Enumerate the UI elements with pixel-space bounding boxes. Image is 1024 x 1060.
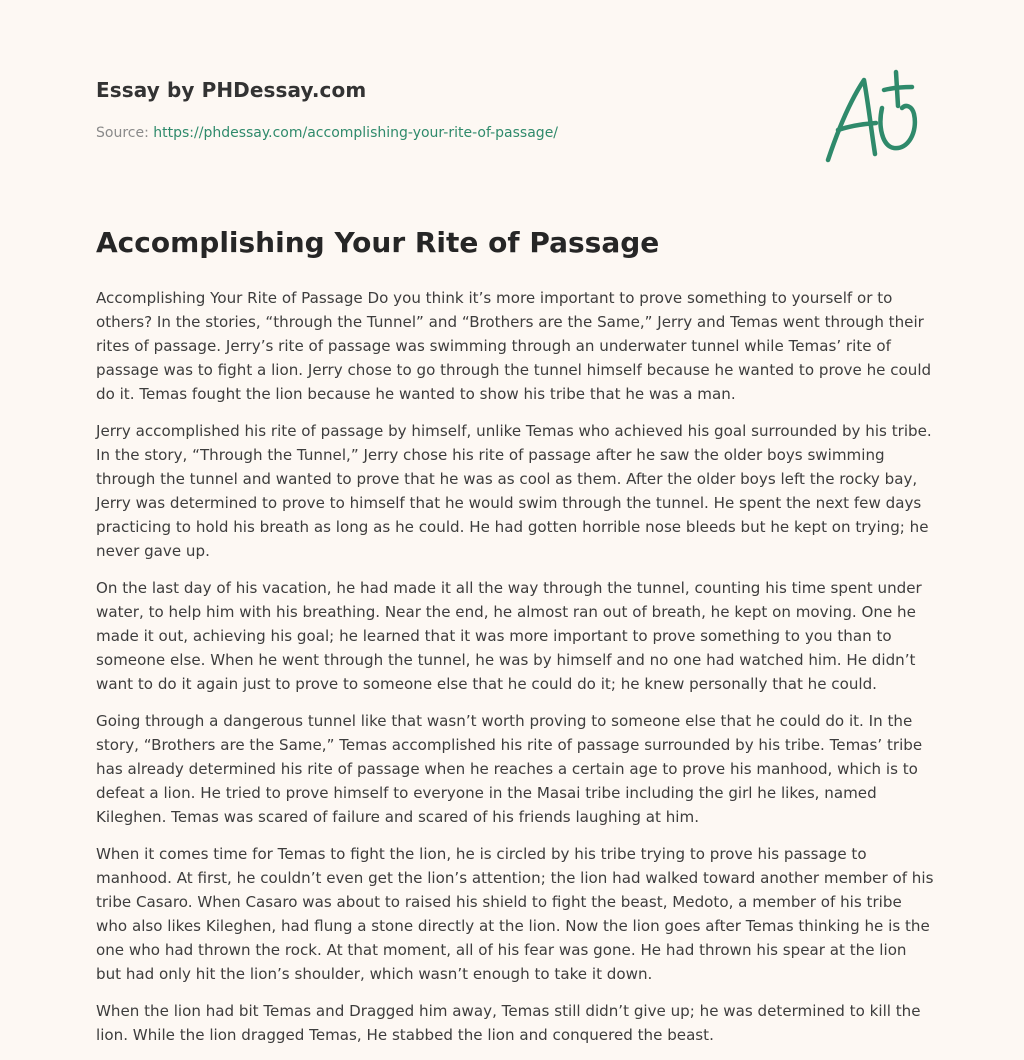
- essay-paragraph: Jerry accomplished his rite of passage by himself, unlike Temas who achieved his goal surrounded by his tribe. In the story, “Through the Tunnel,” Jerry chose his rite of passage after he saw the older boys swimming through the tunnel and wanted to prove that he was as cool as them. After the older boys left the rocky bay, Jerry was determined to prove to himself that he would swim through the tunnel. He spent the next few days practicing to hold his breath as long as he could. He had gotten horrible nose bleeds but he kept on trying; he never gave up.: [96, 422, 932, 560]
- a-plus-grade-logo: [818, 68, 928, 168]
- page-header: [96, 74, 926, 184]
- essay-paragraph: Accomplishing Your Rite of Passage Do you think it’s more important to prove something to yourself or to others? In the stories, “through the Tunnel” and “Brothers are the Same,” Jerry and Temas went through their rites of passage. Jerry’s rite of passage was swimming through an underwater tunnel while Temas’ rite of passage was to fight a lion. Jerry chose to go through the tunnel himself because he wanted to prove he could do it. Temas fought the lion because he wanted to show his tribe that he was a man.: [96, 289, 932, 403]
- essay-paragraph: When the lion had bit Temas and Dragged him away, Temas still didn’t give up; he was determined to kill the lion. While the lion dragged Temas, He stabbed the lion and conquered the beast.: [96, 1002, 921, 1044]
- essay-paragraph: When it comes time for Temas to fight the lion, he is circled by his tribe trying to prove his passage to manhood. At first, he couldn’t even get the lion’s attention; the lion had walked toward another member of his tribe Casaro. When Casaro was about to raised his shield to fight the beast, Medoto, a member of his tribe who also likes Kileghen, had flung a stone directly at the lion. Now the lion goes after Temas thinking he is the one who had thrown the rock. At that moment, all of his fear was gone. He had thrown his spear at the lion but had only hit the lion’s shoulder, which wasn’t enough to take it down.: [96, 845, 934, 983]
- source-link[interactable]: https://phdessay.com/accomplishing-your-rite-of-passage/: [153, 125, 559, 141]
- source-line: [96, 125, 558, 141]
- essay-paragraph: Going through a dangerous tunnel like that wasn’t worth proving to someone else that he could do it. In the story, “Brothers are the Same,” Temas accomplished his rite of passage surrounded by his tribe. Temas’ tribe has already determined his rite of passage when he reaches a certain age to prove his manhood, which is to defeat a lion. He tried to prove himself to everyone in the Masai tribe including the girl he likes, named Kileghen. Temas was scared of failure and scared of his friends laughing at him.: [96, 712, 923, 826]
- site-title: Essay by PHDessay.com: [96, 78, 367, 102]
- source-label: Source:: [96, 125, 154, 141]
- essay-title: Accomplishing Your Rite of Passage: [96, 226, 660, 259]
- essay-paragraph: On the last day of his vacation, he had made it all the way through the tunnel, counting his time spent under water, to help him with his breathing. Near the end, he almost ran out of breath, he kept on moving. One he made it out, achieving his goal; he learned that it was more important to prove something to you than to someone else. When he went through the tunnel, he was by himself and no one had watched him. He didn’t want to do it again just to prove to someone else that he could do it; he knew personally that he could.: [96, 579, 922, 693]
- essay-body: [96, 286, 934, 1060]
